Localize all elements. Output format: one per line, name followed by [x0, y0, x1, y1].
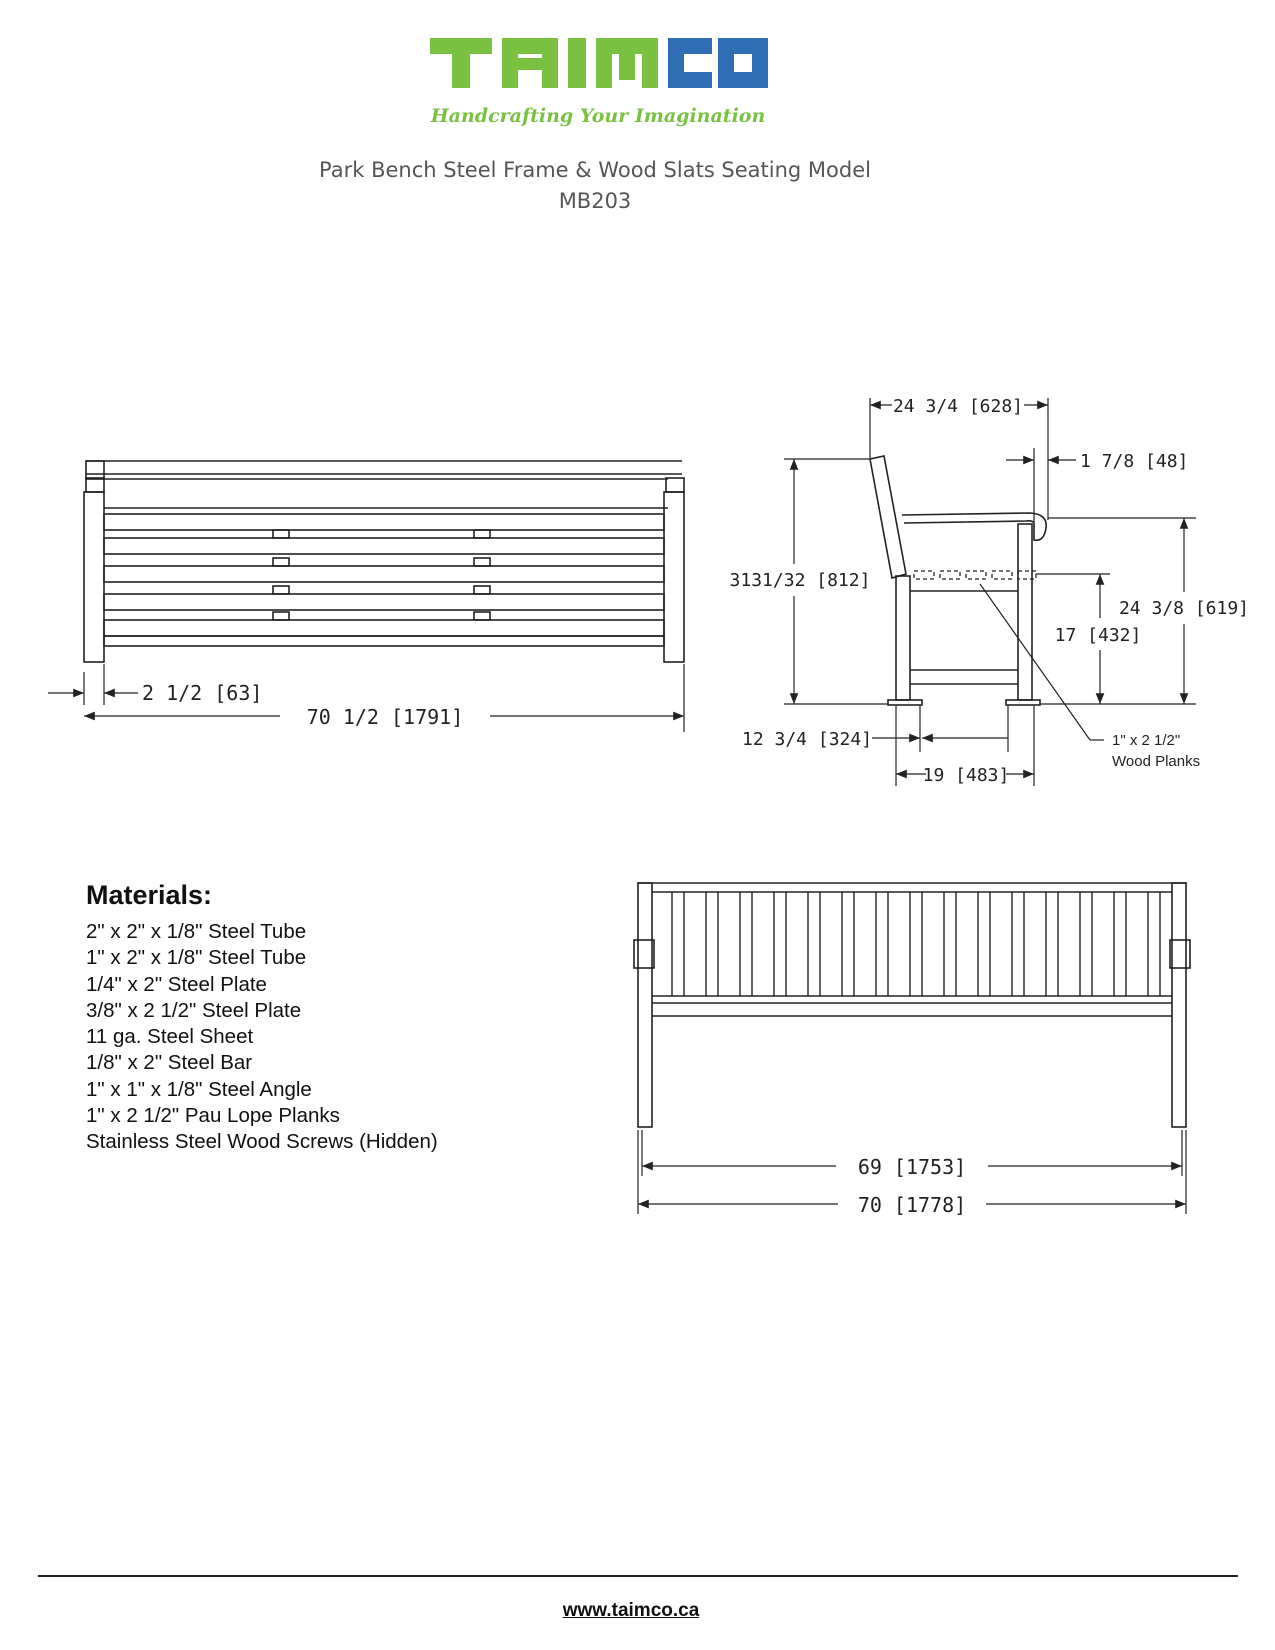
dim-seat-height: 17 [432]: [1054, 625, 1142, 646]
material-item: 1/4" x 2" Steel Plate: [86, 972, 267, 996]
dim-depth: 24 3/4 [628]: [892, 396, 1024, 417]
material-item: 1/8" x 2" Steel Bar: [86, 1051, 253, 1075]
back-right-leg: [1172, 883, 1186, 1127]
dim-arm-width: 1 7/8 [48]: [1080, 451, 1189, 472]
back-left-leg: [638, 883, 652, 1127]
material-item: 1" x 1" x 1/8" Steel Angle: [86, 1077, 312, 1101]
material-item: Stainless Steel Wood Screws (Hidden): [86, 1130, 438, 1154]
material-item: 1" x 2" x 1/8" Steel Tube: [86, 946, 307, 970]
material-item: 2" x 2" x 1/8" Steel Tube: [86, 920, 307, 943]
logo-wordmark: [430, 38, 768, 88]
side-front-leg: [1018, 524, 1032, 700]
materials-section: [86, 880, 606, 1156]
side-rear-leg: [896, 576, 910, 700]
model-number: MB203: [558, 189, 632, 213]
materials-heading: Materials:: [86, 880, 213, 910]
dim-arm-height: 24 3/8 [619]: [1118, 598, 1250, 619]
page-title: Park Bench Steel Frame & Wood Slats Seating Model: [319, 158, 871, 182]
side-backrest: [870, 456, 906, 578]
dim-leg-width: 2 1/2 [63]: [142, 681, 263, 705]
plank-label-line1: 1" x 2 1/2": [1112, 732, 1181, 749]
plank-label-line2: Wood Planks: [1112, 753, 1201, 770]
dim-overall-width: 70 [1778]: [857, 1193, 967, 1217]
dim-overall-length: 70 1/2 [1791]: [306, 705, 464, 729]
back-view-slats: [672, 892, 1160, 996]
dim-overall-height: 3131/32 [812]: [729, 570, 871, 591]
dim-inner-width: 69 [1753]: [857, 1155, 967, 1179]
material-item: 3/8" x 2 1/2" Steel Plate: [86, 998, 302, 1022]
back-view: [634, 883, 1190, 1217]
front-right-leg: [664, 492, 684, 662]
front-left-leg: [84, 492, 104, 662]
footer-divider: [38, 1575, 1238, 1577]
side-view: [730, 396, 1249, 786]
front-backrest-slats: [104, 479, 668, 508]
dim-base-depth: 19 [483]: [922, 765, 1010, 786]
website-link[interactable]: www.taimco.ca: [562, 1600, 700, 1621]
front-seat-planks: [104, 514, 664, 646]
materials-list: [86, 919, 606, 1156]
dim-leg-offset: 12 3/4 [324]: [742, 729, 873, 750]
logo-tagline: Handcrafting Your Imagination: [430, 105, 766, 127]
front-view: [48, 461, 684, 732]
taimco-logo: [430, 30, 770, 140]
material-item: 1" x 2 1/2" Pau Lope Planks: [86, 1104, 340, 1128]
material-item: 11 ga. Steel Sheet: [86, 1025, 254, 1049]
